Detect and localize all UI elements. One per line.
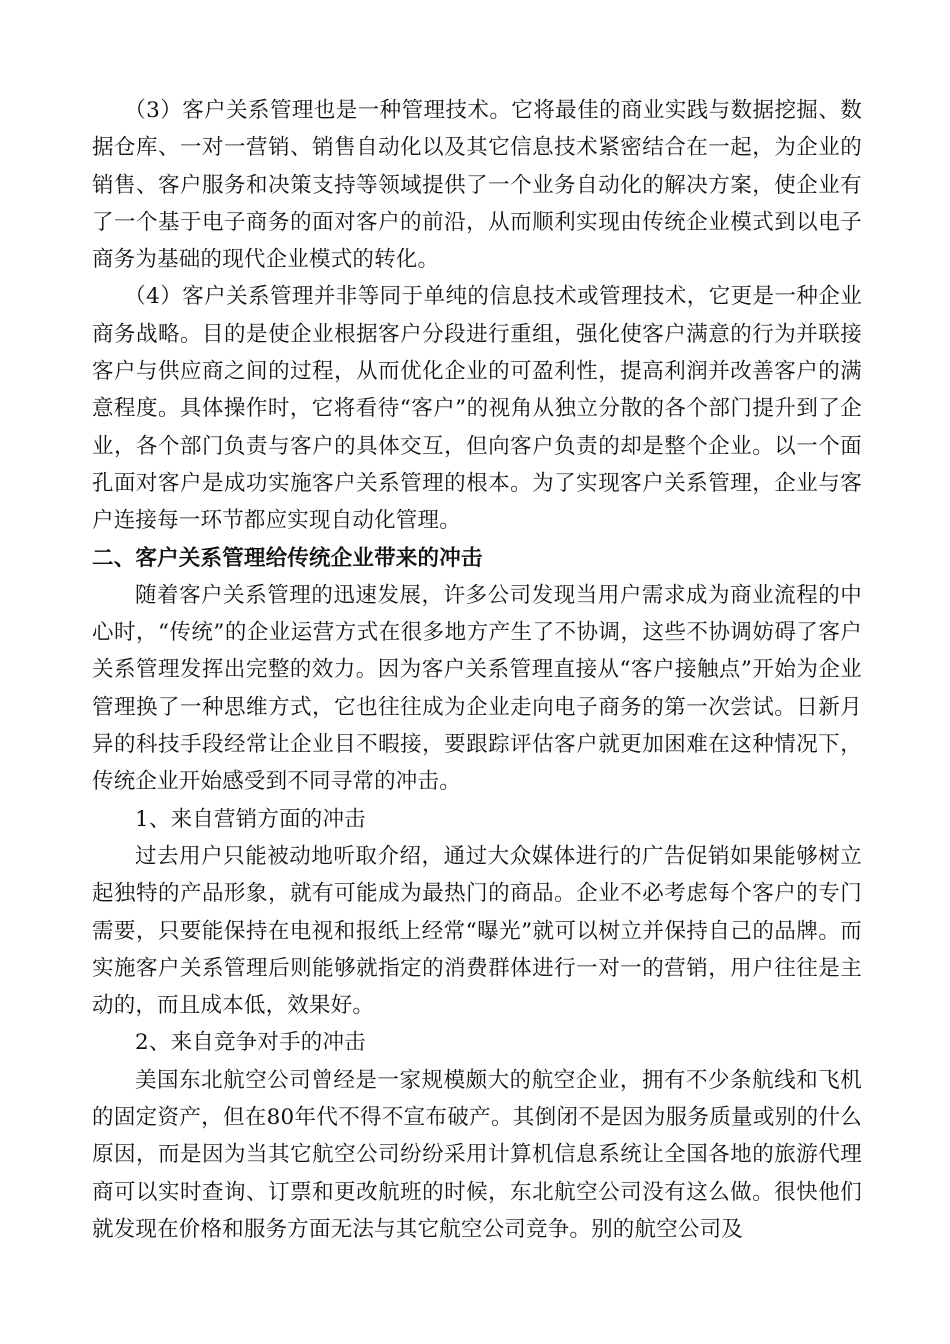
- subheading-competitor-impact: 2、来自竞争对手的冲击: [135, 1030, 366, 1056]
- paragraph-marketing-impact: 过去用户只能被动地听取介绍，通过大众媒体进行的广告促销如果能够树立起独特的产品形象，就有可能成为最热门的商品。企业不必考虑每个客户的专门需要，只要能保持在电视和报纸上经常“曝光”就可以树立并保持自己的品牌。而实施客户关系管理后则能够就指定的消费群体进行一对一的营销，用户往往是主动的，而且成本低，效果好。: [92, 843, 862, 1019]
- document-page: [92, 92, 862, 1248]
- paragraph-competitor-impact: 美国东北航空公司曾经是一家规模颇大的航空企业，拥有不少条航线和飞机的固定资产，但在80年代不得不宣布破产。其倒闭不是因为服务质量或别的什么原因，而是因为当其它航空公司纷纷采用计算机信息系统让全国各地的旅游代理商可以实时查询、订票和更改航班的时候，东北航空公司没有这么做。很快他们就发现在价格和服务方面无法与其它航空公司竞争。别的航空公司及: [92, 1067, 862, 1242]
- paragraph-point-3: （3）客户关系管理也是一种管理技术。它将最佳的商业实践与数据挖掘、数据仓库、一对一营销、销售自动化以及其它信息技术紧密结合在一起，为企业的销售、客户服务和决策支持等领域提供了一个业务自动化的解决方案，使企业有了一个基于电子商务的面对客户的前沿，从而顺利实现由传统企业模式到以电子商务为基础的现代企业模式的转化。: [92, 98, 862, 273]
- paragraph-point-4: （4）客户关系管理并非等同于单纯的信息技术或管理技术，它更是一种企业商务战略。目的是使企业根据客户分段进行重组，强化使客户满意的行为并联接客户与供应商之间的过程，从而优化企业的可盈利性，提高利润并改善客户的满意程度。具体操作时，它将看待“客户”的视角从独立分散的各个部门提升到了企业，各个部门负责与客户的具体交互，但向客户负责的却是整个企业。以一个面孔面对客户是成功实施客户关系管理的根本。为了实现客户关系管理，企业与客户连接每一环节都应实现自动化管理。: [92, 284, 862, 534]
- subheading-marketing-impact: 1、来自营销方面的冲击: [135, 806, 366, 832]
- paragraph-section-intro: 随着客户关系管理的迅速发展，许多公司发现当用户需求成为商业流程的中心时，“传统”的企业运营方式在很多地方产生了不协调，这些不协调妨碍了客户关系管理发挥出完整的效力。因为客户关系管理直接从“客户接触点”开始为企业管理换了一种思维方式，它也往往成为企业走向电子商务的第一次尝试。日新月异的科技手段经常让企业目不暇接，要跟踪评估客户就更加困难在这种情况下，传统企业开始感受到不同寻常的冲击。: [92, 582, 862, 795]
- section-heading-impact: 二、客户关系管理给传统企业带来的冲击: [92, 545, 483, 571]
